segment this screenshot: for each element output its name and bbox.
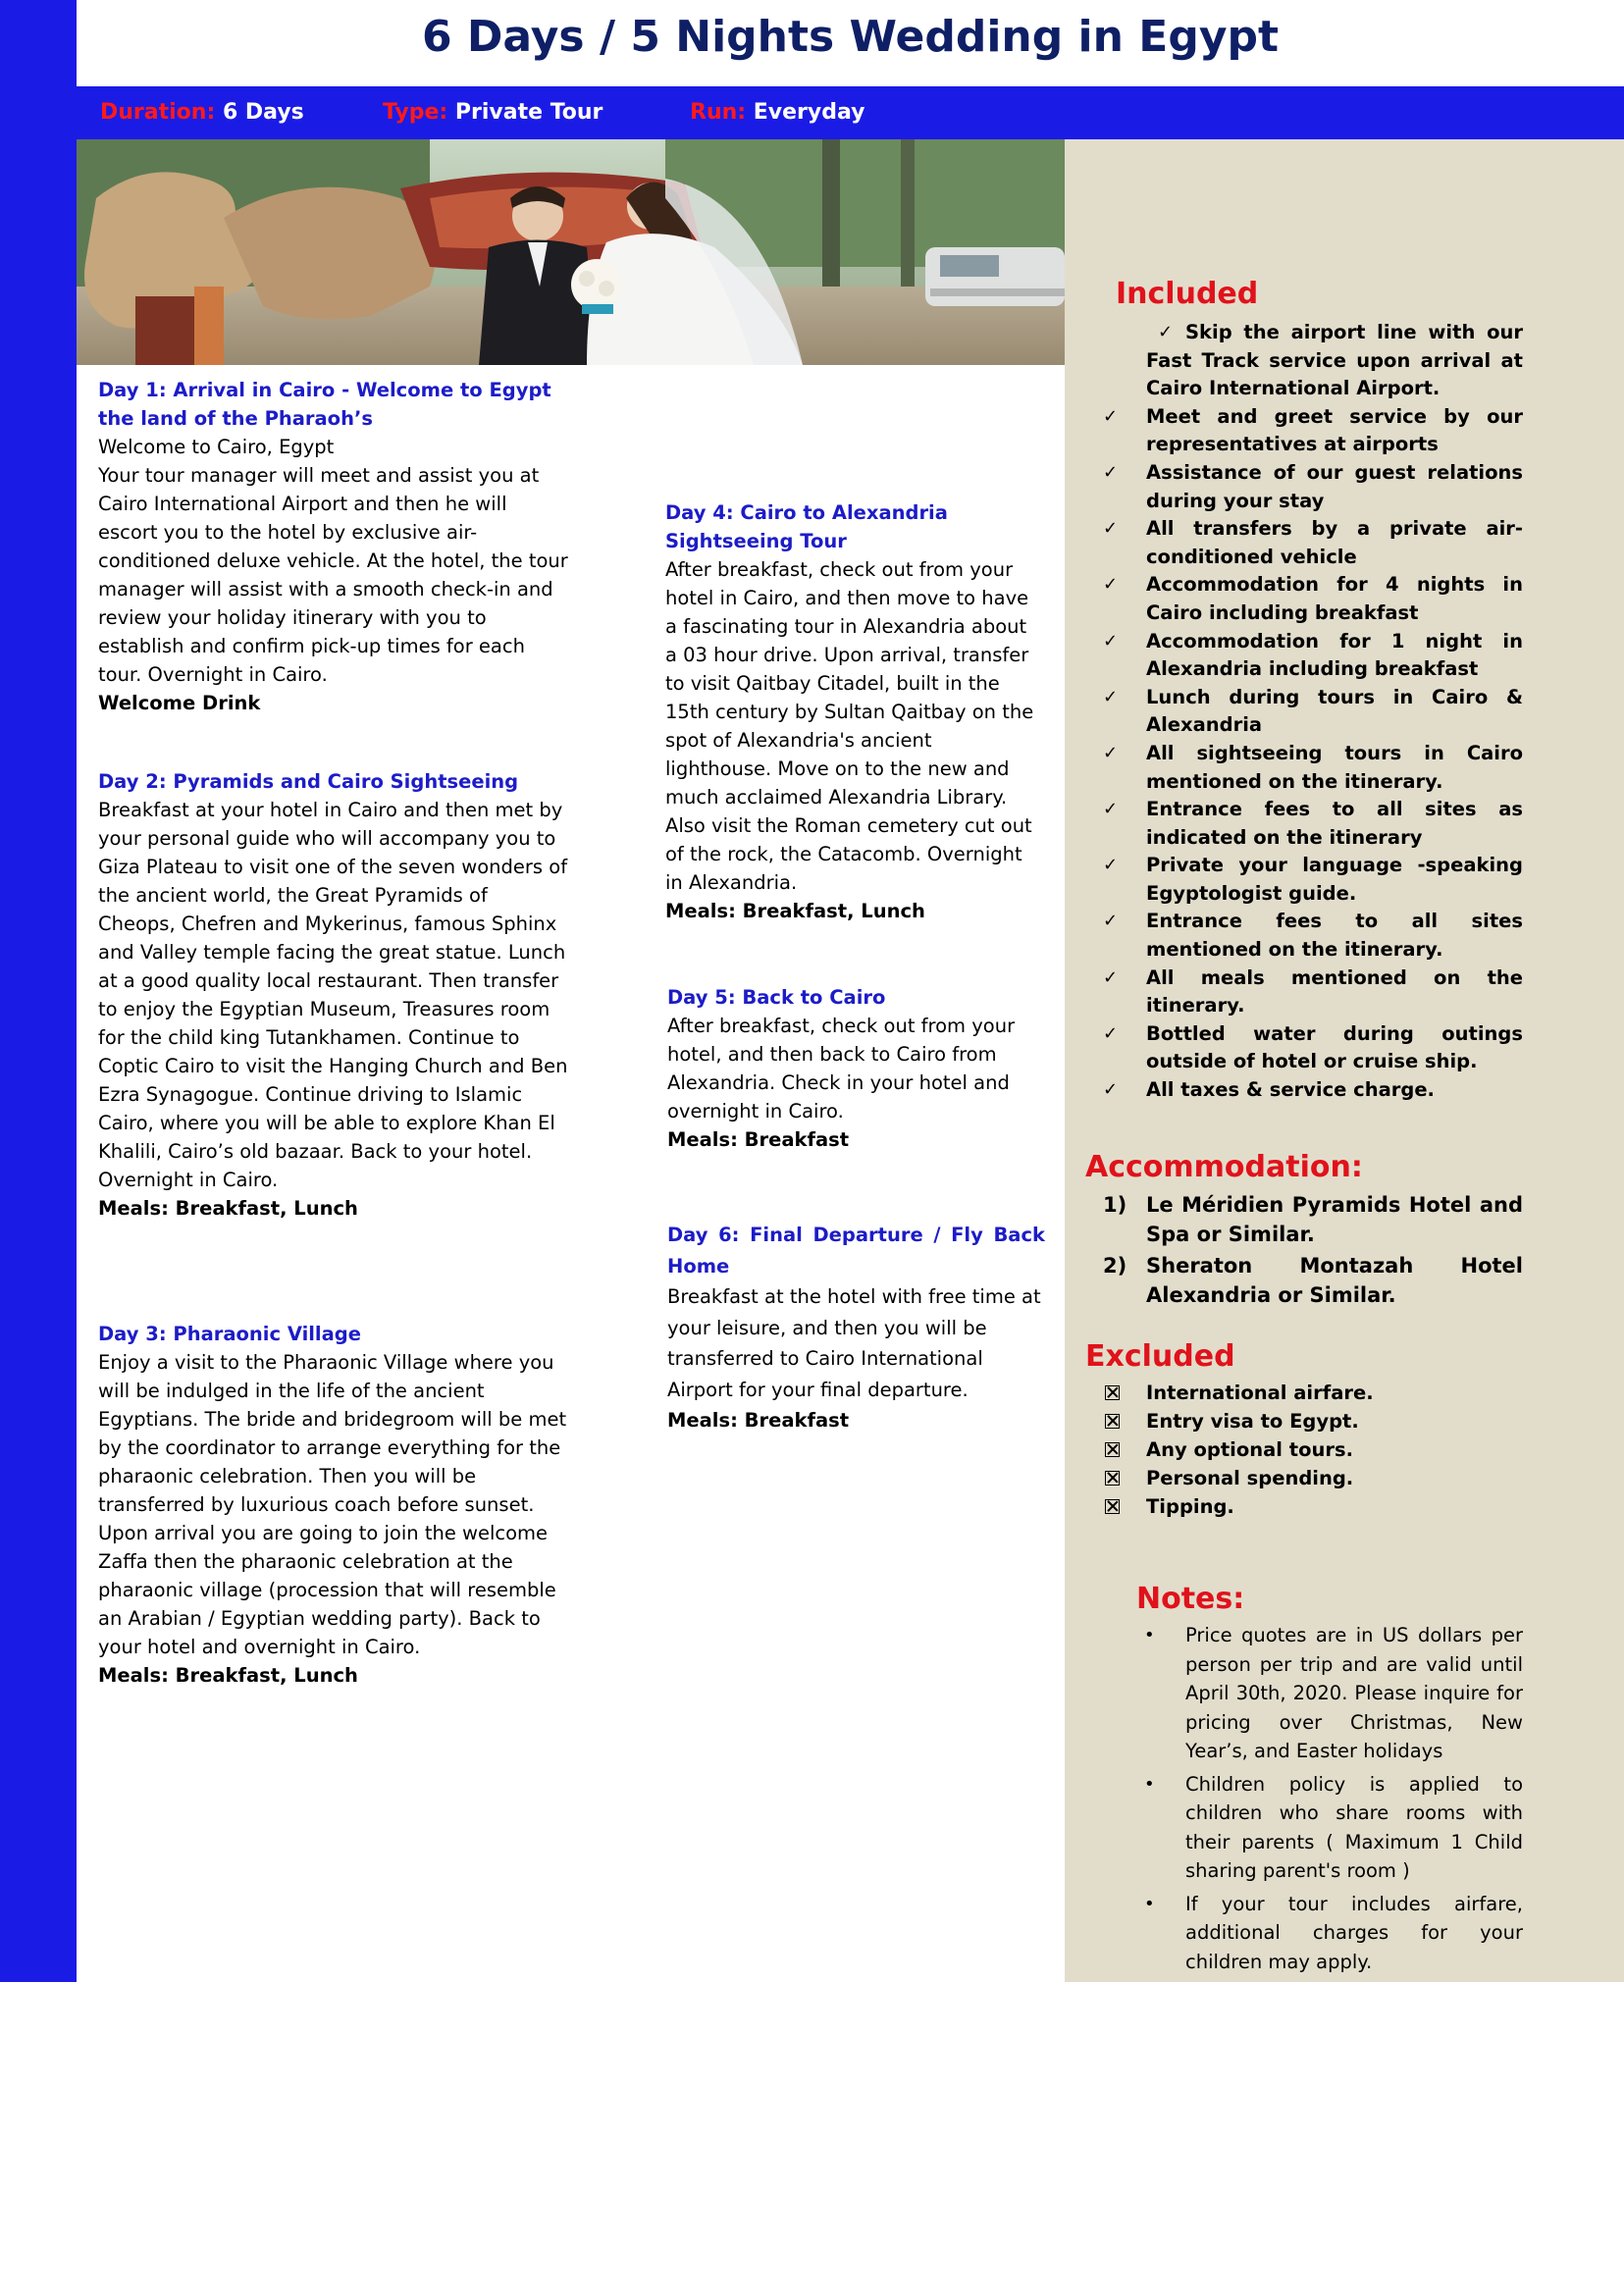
accommodation-text: Le Méridien Pyramids Hotel and Spa or Similar. (1146, 1193, 1523, 1246)
included-item-text: Entrance fees to all sites mentioned on the itinerary. (1146, 910, 1523, 962)
day-description: Enjoy a visit to the Pharaonic Village where you will be indulged in the life of the ancient Egyptians. The bride and bridegroom will be met by the coordinator to arrange everything for the pharaonic celebration. Then you will be transferred by luxurious coach before sunset. Upon arrival you are going to join the welcome Zaffa then the pharaonic celebration at the pharaonic village (procession that will resemble an Arabian / Egyptian wedding party). Back to your hotel and overnight in Cairo. (98, 1351, 567, 1658)
excluded-heading: Excluded (1085, 1339, 1235, 1374)
day-5 (667, 983, 1045, 1154)
type-label: Type: (383, 100, 448, 125)
day-4 (665, 498, 1043, 925)
included-item (1099, 515, 1523, 571)
included-item (1099, 319, 1523, 403)
checkmark-icon: ✓ (1103, 686, 1119, 707)
left-accent-bar (0, 0, 77, 1982)
included-item (1099, 403, 1523, 459)
day-6 (667, 1220, 1045, 1436)
day-meals: Meals: Breakfast (667, 1409, 850, 1432)
included-item-text: Skip the airport line with our Fast Track service upon arrival at Cairo International Airport. (1146, 321, 1523, 400)
tour-info-bar (77, 86, 1624, 139)
included-item-text: Assistance of our guest relations during your stay (1146, 460, 1523, 512)
day-description: Welcome to Cairo, Egypt Your tour manager will meet and assist you at Cairo International Airport and then he will escort you to the hotel by exclusive air-conditioned deluxe vehicle. At the hotel, the tour manager will assist with a smooth check-in and review your holiday itinerary with you to establish and confirm pick-up times for each tour. Overnight in Cairo. (98, 436, 568, 686)
day-1 (98, 376, 569, 717)
day-title: Day 6: Final Departure / Fly Back Home (667, 1224, 1045, 1278)
accommodation-number: 2) (1103, 1254, 1127, 1278)
accommodation-text: Sheraton Montazah Hotel Alexandria or Similar. (1146, 1254, 1523, 1307)
day-description: After breakfast, check out from your hotel, and then back to Cairo from Alexandria. Check in your hotel and overnight in Cairo. (667, 1015, 1016, 1122)
checkmark-icon: ✓ (1103, 574, 1119, 596)
excluded-item (1099, 1464, 1523, 1492)
day-3 (98, 1320, 569, 1690)
checkmark-icon: ✓ (1158, 322, 1174, 342)
type-value: Private Tour (454, 100, 603, 125)
excluded-item (1099, 1407, 1523, 1435)
accommodation-item (1099, 1190, 1523, 1249)
included-item-text: Accommodation for 1 night in Alexandria including breakfast (1146, 629, 1523, 681)
checkmark-icon: ✓ (1103, 405, 1119, 427)
included-item (1099, 571, 1523, 627)
page-title: 6 Days / 5 Nights Wedding in Egypt (421, 12, 1280, 62)
x-box-icon (1105, 1385, 1120, 1400)
included-item (1099, 628, 1523, 684)
day-meals: Meals: Breakfast, Lunch (98, 1664, 358, 1687)
included-item (1099, 459, 1523, 515)
excluded-item-text: Any optional tours. (1146, 1438, 1353, 1461)
included-heading: Included (1116, 277, 1259, 311)
duration-info (100, 100, 304, 125)
checkmark-icon: ✓ (1103, 799, 1119, 820)
day-meals: Welcome Drink (98, 692, 261, 714)
included-item (1099, 1076, 1523, 1105)
x-box-icon (1105, 1442, 1120, 1457)
x-box-icon (1105, 1499, 1120, 1514)
checkmark-icon: ✓ (1103, 461, 1119, 483)
excluded-item (1099, 1492, 1523, 1521)
duration-value: 6 Days (222, 100, 304, 125)
day-title: Day 4: Cairo to Alexandria Sightseeing Tour (665, 501, 948, 552)
checkmark-icon: ✓ (1103, 1079, 1119, 1101)
day-2 (98, 767, 569, 1223)
accommodation-heading: Accommodation: (1085, 1150, 1363, 1184)
included-list (1099, 319, 1523, 1105)
excluded-item-text: Tipping. (1146, 1495, 1234, 1518)
checkmark-icon: ✓ (1103, 966, 1119, 988)
included-item (1099, 684, 1523, 740)
included-item (1099, 1020, 1523, 1076)
included-item (1099, 740, 1523, 796)
note-text: If your tour includes airfare, additional charges for your children may apply. (1185, 1892, 1523, 1973)
accommodation-number: 1) (1103, 1193, 1127, 1217)
included-item (1099, 796, 1523, 852)
notes-list (1136, 1621, 1523, 1980)
included-item-text: All meals mentioned on the itinerary. (1146, 965, 1523, 1017)
run-value: Everyday (753, 100, 865, 125)
day-description: Breakfast at the hotel with free time at your leisure, and then you will be transferred to Cairo International Airport for your final departure. (667, 1285, 1041, 1401)
included-item-text: Lunch during tours in Cairo & Alexandria (1146, 685, 1523, 737)
run-label: Run: (690, 100, 747, 125)
included-item (1099, 908, 1523, 964)
wedding-photo (77, 139, 1065, 365)
note-item (1136, 1770, 1523, 1886)
x-box-icon (1105, 1471, 1120, 1486)
note-item (1136, 1621, 1523, 1766)
included-item-text: All taxes & service charge. (1146, 1078, 1435, 1102)
x-box-icon (1105, 1414, 1120, 1429)
accommodation-list (1099, 1190, 1523, 1310)
included-item (1099, 852, 1523, 908)
type-info (383, 100, 602, 125)
day-title: Day 1: Arrival in Cairo - Welcome to Egypt the land of the Pharaoh’s (98, 379, 551, 430)
included-item (1099, 965, 1523, 1020)
run-info (690, 100, 864, 125)
bullet-icon: • (1144, 1893, 1155, 1914)
included-item-text: Meet and greet service by our representatives at airports (1146, 404, 1523, 456)
excluded-item (1099, 1435, 1523, 1464)
checkmark-icon: ✓ (1103, 1022, 1119, 1044)
checkmark-icon: ✓ (1103, 518, 1119, 540)
day-title: Day 2: Pyramids and Cairo Sightseeing (98, 770, 519, 793)
note-text: Price quotes are in US dollars per person per trip and are valid until April 30th, 2020. Please inquire for pricing over Christmas, New Year’s, and Easter holidays (1185, 1624, 1523, 1762)
bullet-icon: • (1144, 1773, 1155, 1795)
day-description: Breakfast at your hotel in Cairo and then met by your personal guide who will accompany you to Giza Plateau to visit one of the seven wonders of the ancient world, the Great Pyramids of Cheops, Chefren and Mykerinus, famous Sphinx and Valley temple facing the great statue. Lunch at a good quality local restaurant. Then transfer to enjoy the Egyptian Museum, Treasures room for the child king Tutankhamen. Continue to Coptic Cairo to visit the Hanging Church and Ben Ezra Synagogue. Continue driving to Islamic Cairo, where you will be able to explore Khan El Khalili, Cairo’s old bazaar. Back to your hotel. Overnight in Cairo. (98, 799, 568, 1191)
note-item (1136, 1890, 1523, 1977)
bullet-icon: • (1144, 1625, 1155, 1645)
checkmark-icon: ✓ (1103, 742, 1119, 763)
note-text: Children policy is applied to children who share rooms with their parents ( Maximum 1 Child sharing parent's room ) (1185, 1772, 1523, 1882)
included-item-text: All sightseeing tours in Cairo mentioned on the itinerary. (1146, 741, 1523, 793)
included-item-text: Accommodation for 4 nights in Cairo including breakfast (1146, 573, 1523, 624)
accommodation-item (1099, 1251, 1523, 1310)
checkmark-icon: ✓ (1103, 855, 1119, 876)
notes-heading: Notes: (1136, 1582, 1245, 1616)
checkmark-icon: ✓ (1103, 630, 1119, 652)
day-meals: Meals: Breakfast, Lunch (665, 900, 925, 922)
excluded-item (1099, 1379, 1523, 1407)
excluded-item-text: Personal spending. (1146, 1467, 1354, 1489)
included-item-text: All transfers by a private air-conditioned vehicle (1146, 517, 1523, 568)
day-meals: Meals: Breakfast, Lunch (98, 1197, 358, 1220)
day-title: Day 5: Back to Cairo (667, 986, 886, 1009)
excluded-item-text: Entry visa to Egypt. (1146, 1410, 1359, 1433)
included-item-text: Bottled water during outings outside of hotel or cruise ship. (1146, 1021, 1523, 1073)
excluded-list (1099, 1379, 1523, 1521)
excluded-item-text: International airfare. (1146, 1382, 1374, 1404)
checkmark-icon: ✓ (1103, 911, 1119, 932)
included-item-text: Entrance fees to all sites as indicated on the itinerary (1146, 798, 1523, 849)
duration-label: Duration: (100, 100, 216, 125)
day-title: Day 3: Pharaonic Village (98, 1323, 361, 1345)
included-item-text: Private your language -speaking Egyptologist guide. (1146, 854, 1523, 905)
day-meals: Meals: Breakfast (667, 1128, 850, 1151)
day-description: After breakfast, check out from your hotel in Cairo, and then move to have a fascinating tour in Alexandria about a 03 hour drive. Upon arrival, transfer to visit Qaitbay Citadel, built in the 15th century by Sultan Qaitbay on the spot of Alexandria's ancient lighthouse. Move on to the new and much acclaimed Alexandria Library. Also visit the Roman cemetery cut out of the rock, the Catacomb. Overnight in Alexandria. (665, 558, 1034, 894)
